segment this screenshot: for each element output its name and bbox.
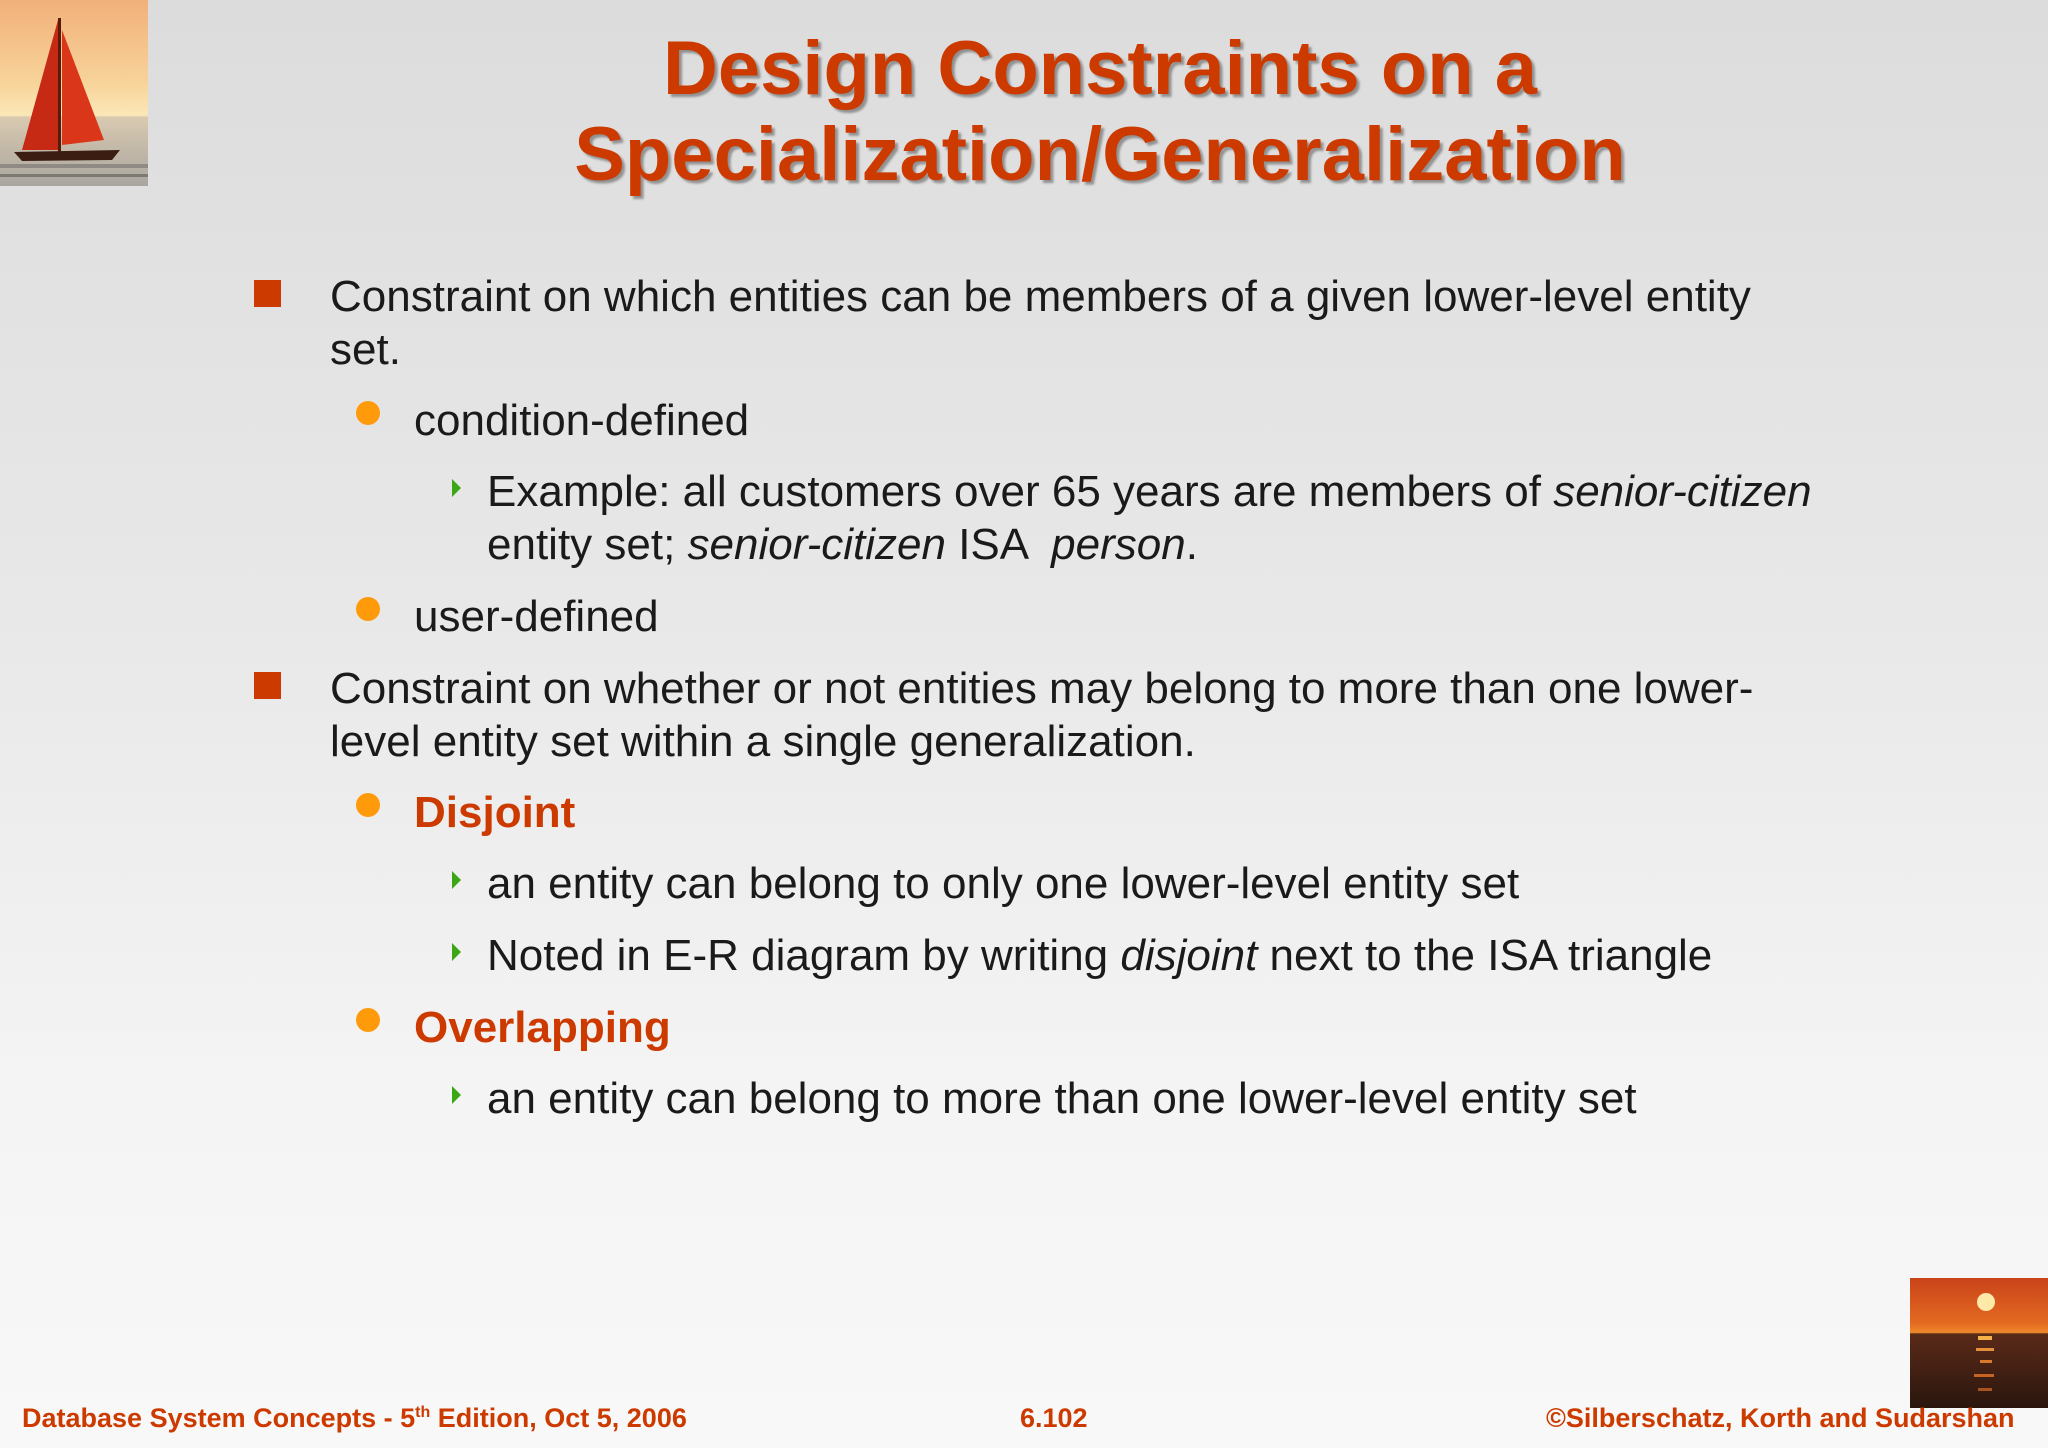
example-italic-senior-citizen: senior-citizen: [1553, 467, 1812, 516]
footer-slide-number: 6.102: [1020, 1403, 1088, 1433]
bullet-2-line-2: level entity set within a single generalization.: [330, 717, 1196, 766]
bullet-1-sub-2: user-defined: [414, 592, 659, 641]
footer-book-title-b: Edition, Oct 5, 2006: [430, 1403, 687, 1433]
disjoint-item-1: an entity can belong to only one lower-level entity set: [487, 859, 1520, 908]
example-line-1: [487, 465, 1812, 518]
bullet-1-line-1: Constraint on which entities can be members of a given lower-level entity: [330, 272, 1751, 321]
example-italic-senior-citizen-2: senior-citizen: [687, 520, 946, 569]
bullet-1-sub-1: condition-defined: [414, 396, 750, 445]
footer-book-title-a: Database System Concepts - 5: [22, 1403, 416, 1433]
overlapping-item-1: an entity can belong to more than one lower-level entity set: [487, 1074, 1637, 1123]
bullet-2-sub-disjoint: Disjoint: [414, 788, 576, 837]
circle-bullet-icon: [356, 1008, 380, 1032]
slide-title-line-2: Specialization/Generalization: [574, 112, 1626, 197]
disjoint-item-2: [487, 929, 1712, 982]
bullet-2-line-1: Constraint on whether or not entities may belong to more than one lower-: [330, 664, 1754, 713]
arrow-bullet-icon: [452, 943, 461, 961]
example-text-isa: ISA: [945, 520, 1052, 569]
bullet-1-line-2: set.: [330, 325, 401, 374]
sailboat-logo-image: [0, 0, 148, 186]
disjoint-item-2-italic: disjoint: [1120, 931, 1258, 980]
arrow-bullet-icon: [452, 871, 461, 889]
example-text-a: Example: all customers over 65 years are members of: [487, 467, 1554, 516]
sunset-image: [1910, 1278, 2048, 1408]
square-bullet-icon: [254, 280, 281, 307]
square-bullet-icon: [254, 672, 281, 699]
disjoint-item-2-pre: Noted in E-R diagram by writing: [487, 931, 1121, 980]
bullet-1-text: [330, 270, 1751, 376]
example-italic-person: person: [1051, 520, 1186, 569]
slide-title: [520, 26, 1680, 198]
circle-bullet-icon: [356, 597, 380, 621]
footer-book-title: [22, 1403, 687, 1434]
arrow-bullet-icon: [452, 479, 461, 497]
slide-title-line-1: Design Constraints on a: [662, 26, 1538, 111]
bullet-2-sub-overlapping: Overlapping: [414, 1003, 671, 1052]
disjoint-item-2-post: next to the ISA triangle: [1257, 931, 1713, 980]
example-text-b: entity set;: [487, 520, 688, 569]
bullet-2-text: [330, 662, 1753, 768]
arrow-bullet-icon: [452, 1086, 461, 1104]
circle-bullet-icon: [356, 793, 380, 817]
footer-copyright: ©Silberschatz, Korth and Sudarshan: [1546, 1403, 2015, 1433]
example-text-period: .: [1185, 520, 1198, 569]
example-line-2: [487, 518, 1812, 571]
footer-book-title-sup: th: [415, 1404, 431, 1421]
bullet-1-sub-1-example: [487, 465, 1812, 571]
circle-bullet-icon: [356, 401, 380, 425]
